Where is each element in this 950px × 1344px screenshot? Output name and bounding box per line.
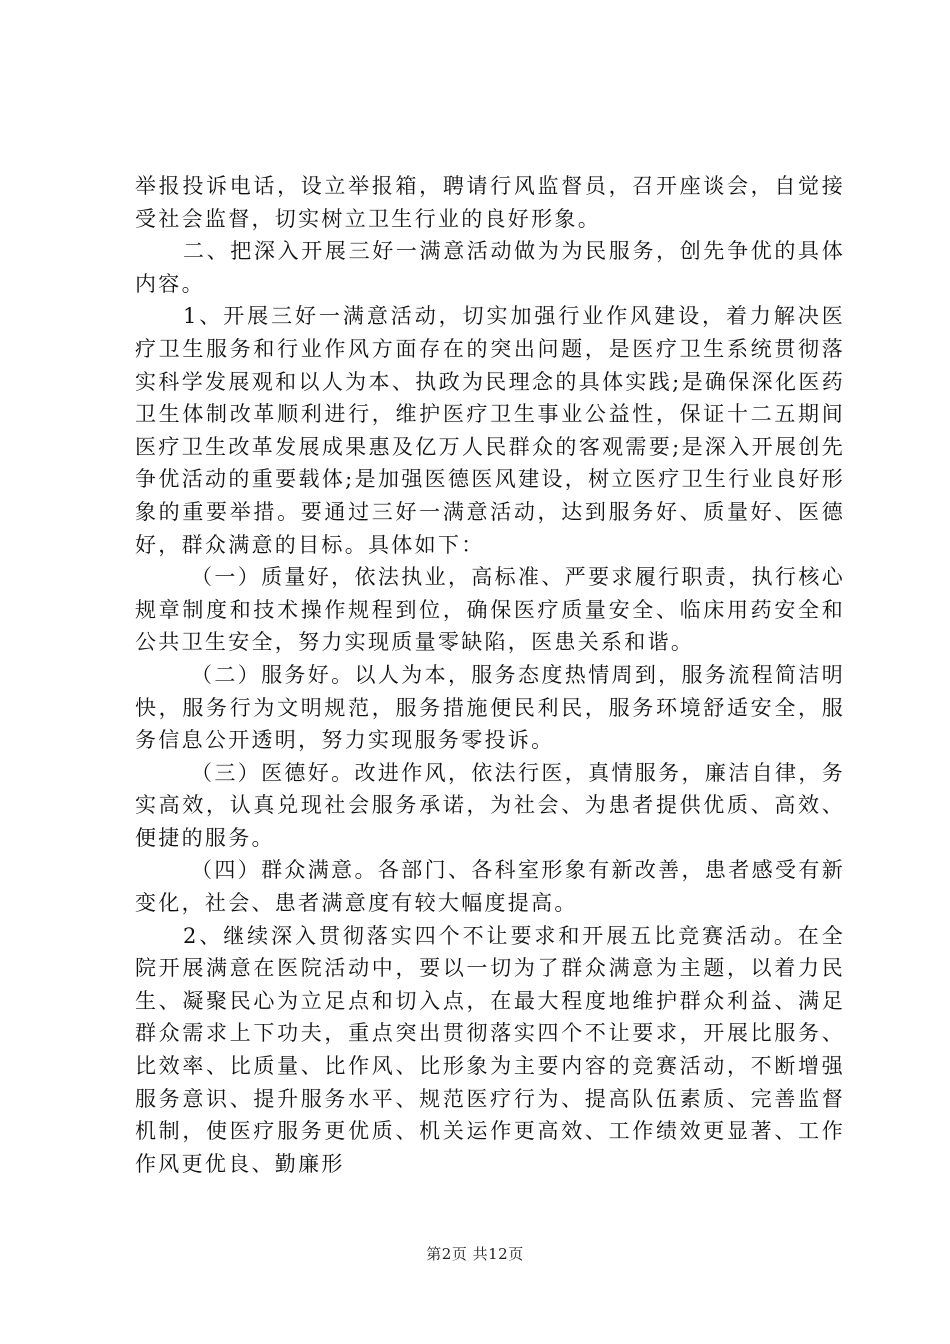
- paragraph-supervision: 举报投诉电话，设立举报箱，聘请行风监督员，召开座谈会，自觉接受社会监督，切实树立卫生行业的良好形象。: [135, 174, 845, 231]
- paragraph-service-good: （二）服务好。以人为本，服务态度热情周到，服务流程简洁明快，服务行为文明规范，服务措施便民利民，服务环境舒适安全，服务信息公开透明，努力实现服务零投诉。: [135, 662, 845, 753]
- paragraph-item-two: 2、继续深入贯彻落实四个不让要求和开展五比竞赛活动。在全院开展满意在医院活动中，要以一切为了群众满意为主题，以着力民生、凝聚民心为立足点和切入点，在最大程度地维护群众利益、满足群众需求上下功夫，重点突出贯彻落实四个不让要求，开展比服务、比效率、比质量、比作风、比形象为主要内容的竞赛活动，不断增强服务意识、提升服务水平、规范医疗行为、提高队伍素质、完善监督机制，使医疗服务更优质、机关运作更高效、工作绩效更显著、工作作风更优良、勤廉形: [135, 923, 845, 1176]
- paragraph-public-satisfaction: （四）群众满意。各部门、各科室形象有新改善，患者感受有新变化，社会、患者满意度有较大幅度提高。: [135, 858, 845, 916]
- paragraph-item-one: 1、开展三好一满意活动，切实加强行业作风建设，着力解决医疗卫生服务和行业作风方面存在的突出问题，是医疗卫生系统贯彻落实科学发展观和以人为本、执政为民理念的具体实践;是确保深化医药卫生体制改革顺利进行，维护医疗卫生事业公益性，保证十二五期间医疗卫生改革发展成果惠及亿万人民群众的客观需要;是深入开展创先争优活动的重要载体;是加强医德医风建设，树立医疗卫生行业良好形象的重要举措。要通过三好一满意活动，达到服务好、质量好、医德好，群众满意的目标。具体如下：: [135, 304, 845, 557]
- page-number-footer: 第2页 共12页: [426, 1245, 524, 1263]
- document-body: [135, 170, 845, 1180]
- paragraph-ethics-good: （三）医德好。改进作风，依法行医，真情服务，廉洁自律，务实高效，认真兑现社会服务承诺，为社会、为患者提供优质、高效、便捷的服务。: [135, 760, 845, 850]
- paragraph-quality-good: （一）质量好，依法执业，高标准、严要求履行职责，执行核心规章制度和技术操作规程到位，确保医疗质量安全、临床用药安全和公共卫生安全，努力实现质量零缺陷，医患关系和谐。: [135, 565, 845, 655]
- paragraph-section-two-heading: 二、把深入开展三好一满意活动做为为民服务，创先争优的具体内容。: [135, 239, 845, 296]
